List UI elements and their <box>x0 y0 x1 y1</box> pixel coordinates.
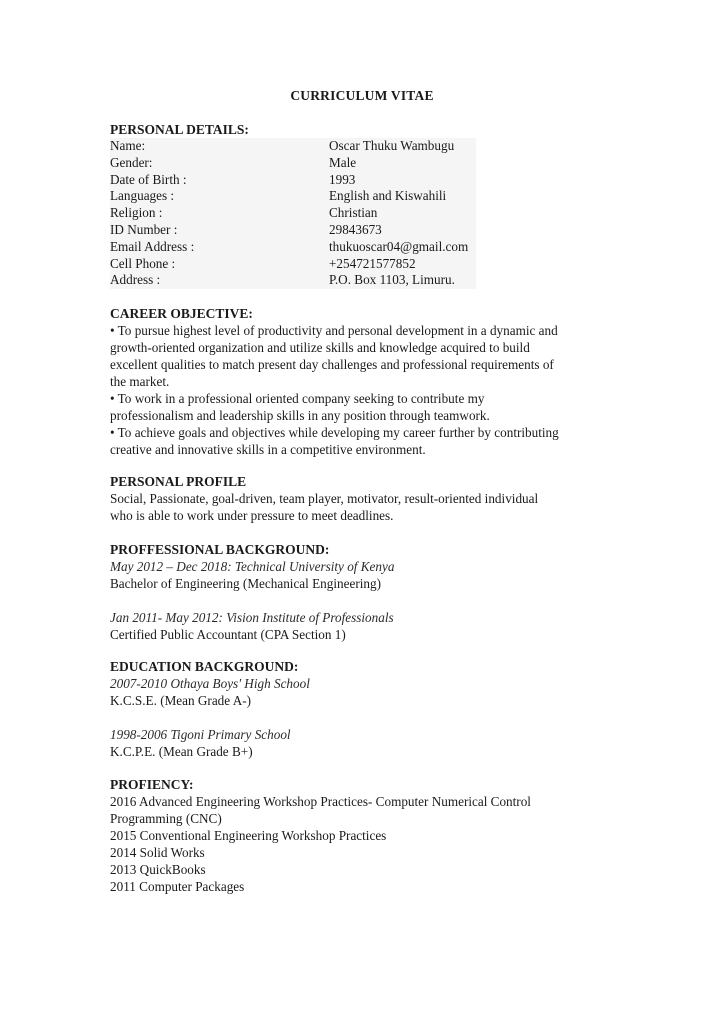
personal-details-heading: PERSONAL DETAILS: <box>110 122 249 137</box>
proficiency-line: 2011 Computer Packages <box>110 879 245 894</box>
professional-background-heading: PROFFESSIONAL BACKGROUND: <box>110 542 330 557</box>
document-title: CURRICULUM VITAE <box>290 88 434 103</box>
objective-line: excellent qualities to match present day challenges and professional requirements of <box>110 357 554 372</box>
objective-line: professionalism and leadership skills in any position through teamwork. <box>110 408 490 423</box>
objective-line: • To work in a professional oriented company seeking to contribute my <box>110 391 485 406</box>
proficiency-line: 2013 QuickBooks <box>110 862 206 877</box>
objective-line: • To pursue highest level of productivity and personal development in a dynamic and <box>110 323 558 338</box>
detail-row-languages: Languages : English and Kiswahili <box>110 188 476 205</box>
professional-detail: Bachelor of Engineering (Mechanical Engineering) <box>110 576 381 591</box>
proficiency-section <box>110 776 630 895</box>
education-background-heading: EDUCATION BACKGROUND: <box>110 659 299 674</box>
education-detail: K.C.S.E. (Mean Grade A-) <box>110 693 251 708</box>
professional-background-section <box>110 541 630 643</box>
professional-detail: Certified Public Accountant (CPA Section 1) <box>110 627 346 642</box>
objective-line: creative and innovative skills in a competitive environment. <box>110 442 426 457</box>
professional-period: May 2012 – Dec 2018: Technical University of Kenya <box>110 559 395 574</box>
profile-line: Social, Passionate, goal-driven, team player, motivator, result-oriented individual <box>110 491 539 506</box>
detail-row-gender: Gender: Male <box>110 155 476 172</box>
proficiency-line: 2015 Conventional Engineering Workshop Practices <box>110 828 387 843</box>
proficiency-line: Programming (CNC) <box>110 811 222 826</box>
detail-row-email: Email Address : thukuoscar04@gmail.com <box>110 239 476 256</box>
detail-row-phone: Cell Phone : +254721577852 <box>110 256 476 273</box>
detail-row-address: Address : P.O. Box 1103, Limuru. <box>110 272 476 289</box>
career-objective-heading: CAREER OBJECTIVE: <box>110 306 253 321</box>
personal-profile-section <box>110 473 630 524</box>
detail-row-dob: Date of Birth : 1993 <box>110 172 476 189</box>
career-objective-section <box>110 305 630 458</box>
detail-row-id-number: ID Number : 29843673 <box>110 222 476 239</box>
education-background-section <box>110 658 630 760</box>
objective-line: the market. <box>110 374 170 389</box>
personal-profile-heading: PERSONAL PROFILE <box>110 474 247 489</box>
professional-period: Jan 2011- May 2012: Vision Institute of Professionals <box>110 610 394 625</box>
proficiency-line: 2014 Solid Works <box>110 845 205 860</box>
education-period: 2007-2010 Othaya Boys' High School <box>110 676 310 691</box>
personal-details-table <box>110 138 476 289</box>
proficiency-line: 2016 Advanced Engineering Workshop Practices- Computer Numerical Control <box>110 794 531 809</box>
detail-row-religion: Religion : Christian <box>110 205 476 222</box>
objective-line: growth-oriented organization and utilize skills and knowledge acquired to build <box>110 340 530 355</box>
education-period: 1998-2006 Tigoni Primary School <box>110 727 291 742</box>
profile-line: who is able to work under pressure to meet deadlines. <box>110 508 394 523</box>
proficiency-heading: PROFIENCY: <box>110 777 194 792</box>
education-detail: K.C.P.E. (Mean Grade B+) <box>110 744 253 759</box>
objective-line: • To achieve goals and objectives while developing my career further by contributing <box>110 425 559 440</box>
detail-row-name: Name: Oscar Thuku Wambugu <box>110 138 476 155</box>
